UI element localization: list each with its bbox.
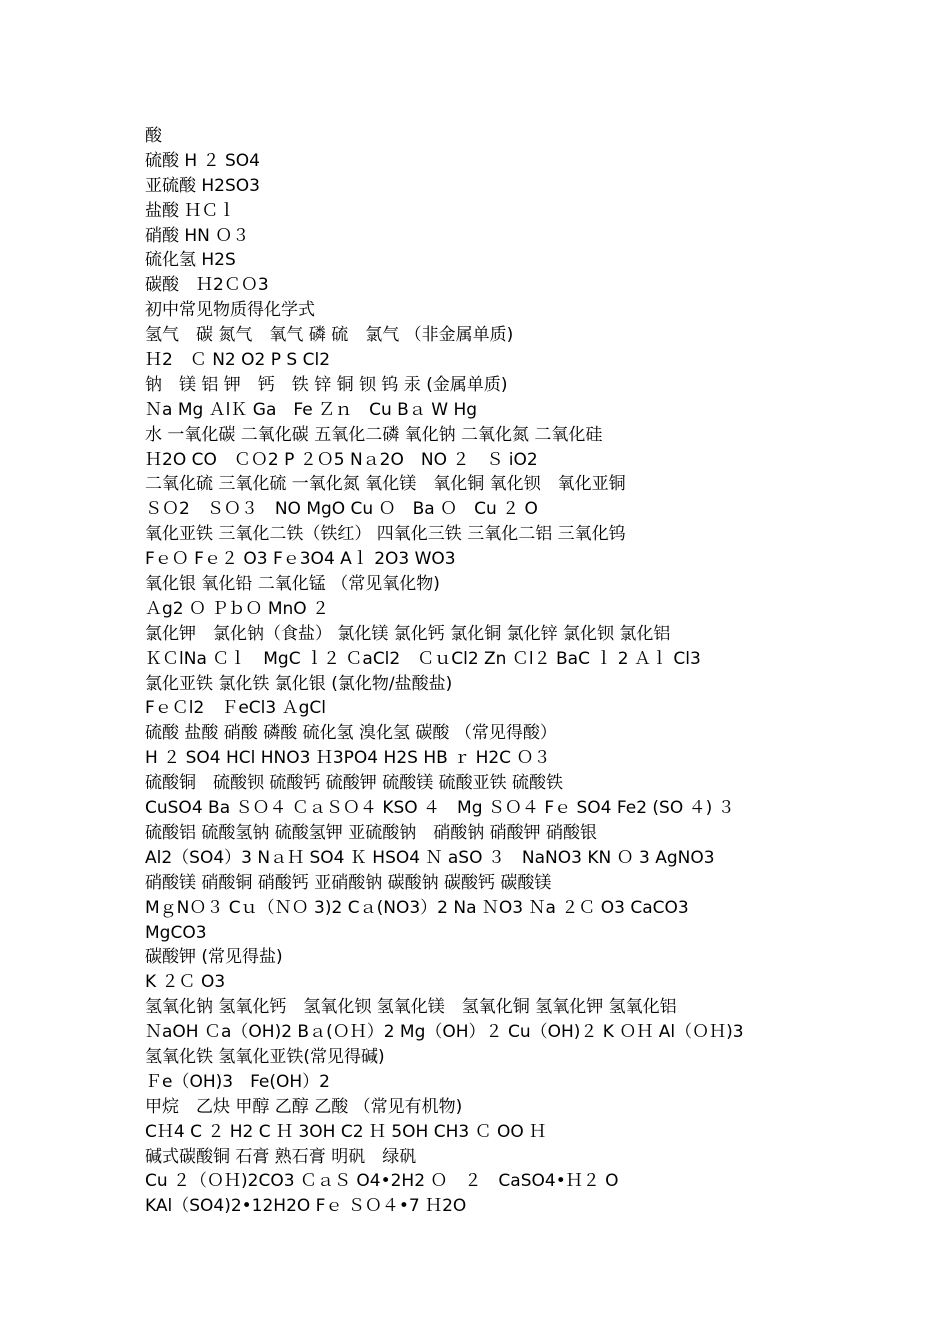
text-line: 盐酸 ＨＣｌ <box>145 200 236 221</box>
text-line: 硫酸铝 硫酸氢钠 硫酸氢钾 亚硫酸钠 硝酸钠 硝酸钾 硝酸银 <box>145 822 598 843</box>
text-line: ＮaOH Ｃa（OH)2 Bａ(ＯＨ）2 Mg（OH）２ Cu（OH)２ K ＯＨ Al（ＯＨ)3 <box>145 1022 744 1043</box>
text-line: 氢氧化钠 氢氧化钙 氢氧化钡 氢氧化镁 氢氧化铜 氢氧化钾 氢氧化铝 <box>145 997 677 1018</box>
text-line: ＫＣlNa Ｃｌ MgC ｌ２ ＣaCl2 ＣｕCl2 Zn Ｃl２ BaC ｌ 2 Ａｌ Cl3 <box>145 648 701 669</box>
document-body <box>145 124 925 1219</box>
text-line: 甲烷 乙炔 甲醇 乙醇 乙酸 （常见有机物) <box>145 1096 463 1117</box>
text-line: ＳＯ2 ＳＯ３ NO MgO Cu Ｏ Ba Ｏ Cu ２ O <box>145 499 538 520</box>
text-line: 硫酸 盐酸 硝酸 磷酸 硫化氢 溴化氢 碳酸 （常见得酸） <box>145 723 557 744</box>
text-line: 硫酸铜 硫酸钡 硫酸钙 硫酸钾 硫酸镁 硫酸亚铁 硫酸铁 <box>145 773 564 794</box>
text-line: Ｎa Mg ＡlＫ Ga Fe Ｚｎ Cu Bａ W Hg <box>145 399 478 420</box>
text-line: 硫酸 H ２ SO4 <box>145 150 260 171</box>
text-line: 二氧化硫 三氧化硫 一氧化氮 氧化镁 氧化铜 氧化钡 氧化亚铜 <box>145 474 626 495</box>
text-line: 钠 镁 铝 钾 钙 铁 锌 铜 钡 钨 汞 (金属单质) <box>145 374 508 395</box>
text-line: 碱式碳酸铜 石膏 熟石膏 明矾 绿矾 <box>145 1146 417 1167</box>
text-line: Cu ２（ＯＨ)2CO3 ＣａＳ O4•2H2 Ｏ ２ CaSO4•Ｈ２ O <box>145 1171 619 1192</box>
text-line: 氧化银 氧化铅 二氧化锰 （常见氧化物) <box>145 574 440 595</box>
text-line: 亚硫酸 H2SO3 <box>145 175 260 196</box>
text-line: FｅＯ Fｅ２ O3 Fｅ3O4 Aｌ 2O3 WO3 <box>145 549 456 570</box>
text-line: 氯化亚铁 氯化铁 氯化银 (氯化物/盐酸盐) <box>145 673 453 694</box>
text-line: 硝酸镁 硝酸铜 硝酸钙 亚硝酸钠 碳酸钠 碳酸钙 碳酸镁 <box>145 872 552 893</box>
text-line: 硝酸 HN Ｏ３ <box>145 225 250 246</box>
text-line: 氢气 碳 氮气 氧气 磷 硫 氯气 （非金属单质) <box>145 325 514 346</box>
text-line: K ２Ｃ O3 <box>145 972 226 993</box>
text-line: Ｈ2 Ｃ N2 O2 P S Cl2 <box>145 350 331 371</box>
text-line: 氢氧化铁 氢氧化亚铁(常见得碱) <box>145 1046 385 1067</box>
text-line: 氯化钾 氯化钠（食盐） 氯化镁 氯化钙 氯化铜 氯化锌 氯化钡 氯化铝 <box>145 623 671 644</box>
text-line: KAl（SO4)2•12H2O Fｅ ＳＯ４•7 Ｈ2O <box>145 1196 467 1217</box>
text-line: MｇNＯ３ Cｕ（ＮＯ 3)2 Cａ(NO3）2 Na ＮO3 Ｎa ２Ｃ O3 CaCO3 <box>145 897 689 918</box>
text-line: 硫化氢 H2S <box>145 250 236 271</box>
text-line: 氧化亚铁 三氧化二铁（铁红） 四氧化三铁 三氧化二铝 三氧化钨 <box>145 524 626 545</box>
text-line: 水 一氧化碳 二氧化碳 五氧化二磷 氧化钠 二氧化氮 二氧化硅 <box>145 424 603 445</box>
text-line: Ｈ2O CO ＣＯ2 P ２Ｏ5 Nａ2O NO ２ Ｓ iO2 <box>145 449 538 470</box>
heading-acid: 酸 <box>145 126 162 146</box>
text-line: 碳酸 Ｈ2ＣＯ3 <box>145 275 269 296</box>
text-line: CuSO4 Ba ＳＯ４ ＣａＳＯ４ KSO ４ Mg ＳＯ４ Fｅ SO4 Fe2 (SO ４) ３ <box>145 798 735 819</box>
text-line: H ２ SO4 HCl HNO3 Ｈ3PO4 H2S HB ｒ H2C Ｏ３ <box>145 748 551 769</box>
text-line: FｅＣl2 ＦeCl3 ＡgCl <box>145 698 326 719</box>
text-line: CＨ4 C ２ H2 C Ｈ 3OH C2 Ｈ 5OH CH3 Ｃ OO Ｈ <box>145 1121 547 1142</box>
text-line: Ａg2 Ｏ ＰｂＯ MnO ２ <box>145 598 330 619</box>
text-line: 碳酸钾 (常见得盐) <box>145 947 283 968</box>
text-line: Al2（SO4）3 NａＨ SO4 Ｋ HSO4 Ｎ aSO ３ NaNO3 KN Ｏ 3 AgNO3 <box>145 847 715 868</box>
text-line: MgCO3 <box>145 922 207 943</box>
text-line: Ｆe（OH)3 Fe(OH）2 <box>145 1071 330 1092</box>
section-title: 初中常见物质得化学式 <box>145 300 315 321</box>
